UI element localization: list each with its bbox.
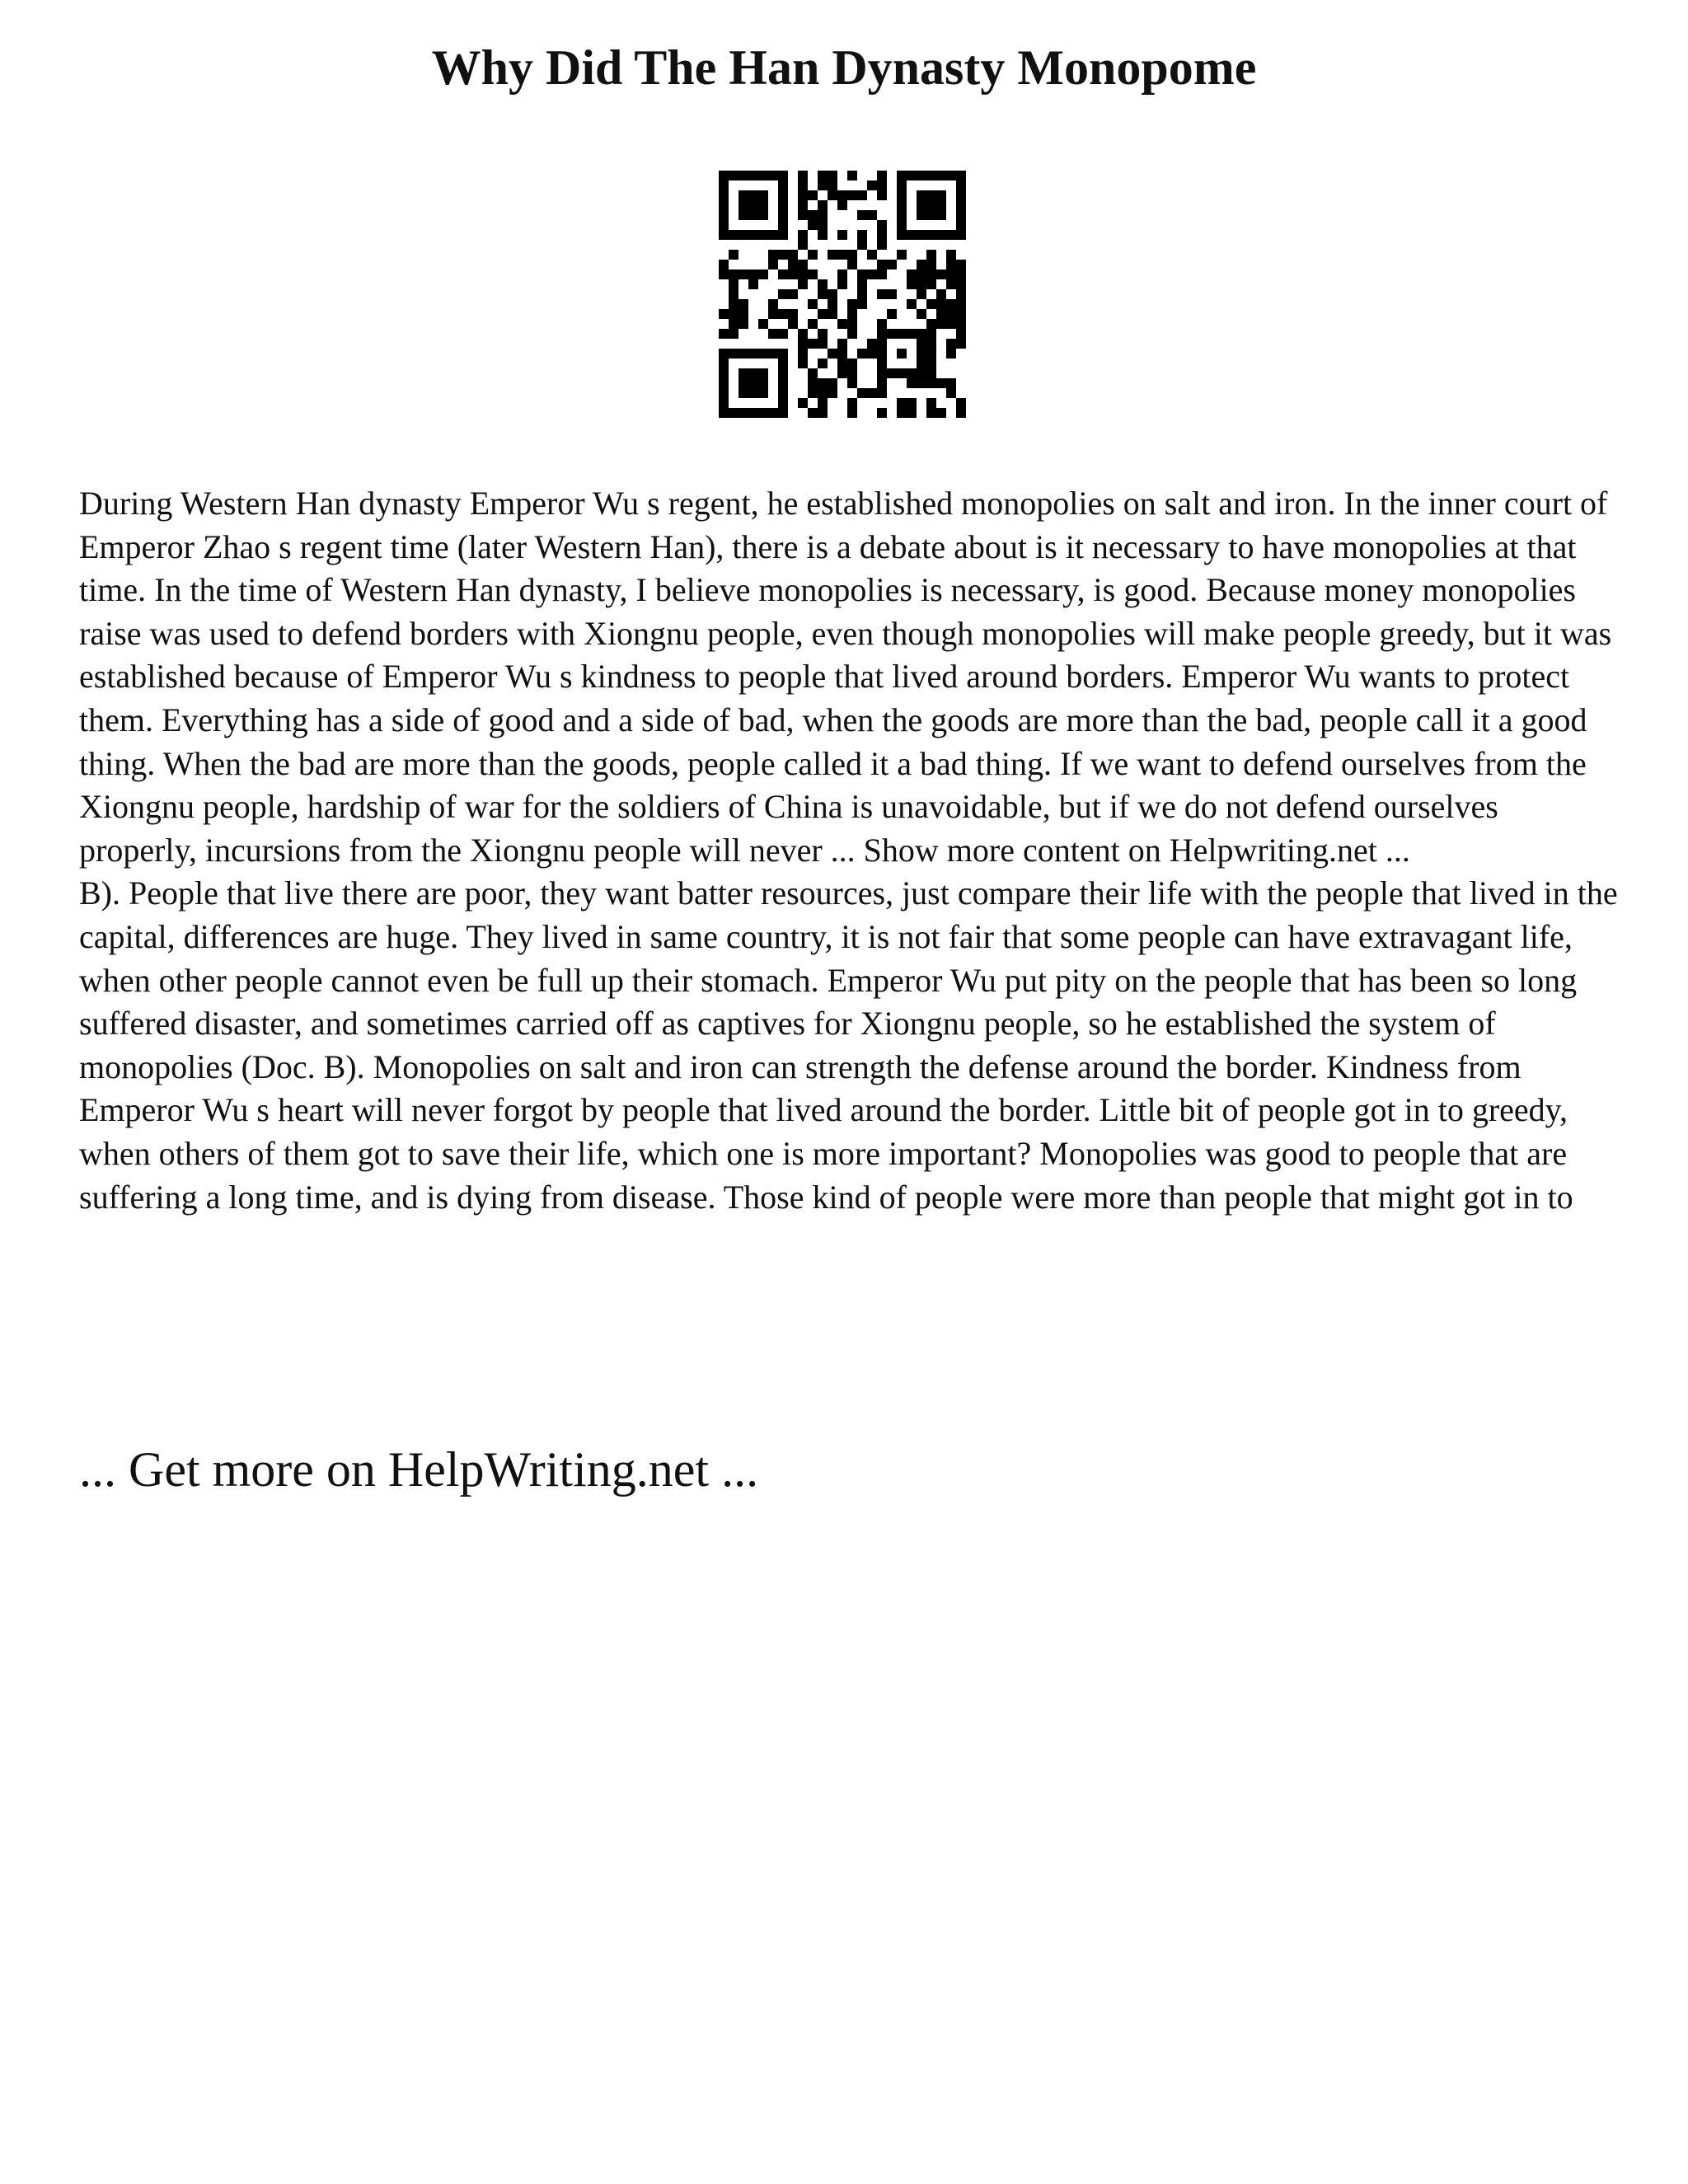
- get-more-link[interactable]: ... Get more on HelpWriting.net ...: [79, 1442, 759, 1497]
- qr-code-graphic: [719, 171, 966, 418]
- article-paragraph: B). People that live there are poor, they want batter resources, just compare their life with the people that lived in the capital, differences are huge. They lived in same country, it is not fair that some people can have extravagant life, when other people cannot even be full up their stomach. Emperor Wu put pity on the people that has been so long suffered disaster, and sometimes carried off as captives for Xiongnu people, so he established the system of monopolies (Doc. B). Monopolies on salt and iron can strength the defense around the border. Kindness from Emperor Wu s heart will never forgot by people that lived around the border. Little bit of people got in to greedy, when others of them got to save their life, which one is more important? Monopolies was good to people that are suffering a long time, and is dying from disease. Those kind of people were more than people that might got in to: [79, 874, 1618, 1216]
- article-paragraph: During Western Han dynasty Emperor Wu s regent, he established monopolies on salt and iron. In the inner court of Emperor Zhao s regent time (later Western Han), there is a debate about is it necessary to have monopolies at that time. In the time of Western Han dynasty, I believe monopolies is necessary, is good. Because money monopolies raise was used to defend borders with Xiongnu people, even though monopolies will make people greedy, but it was established because of Emperor Wu s kindness to people that lived around borders. Emperor Wu wants to protect them. Everything has a side of good and a side of bad, when the goods are more than the bad, people call it a good thing. When the bad are more than the goods, people called it a bad thing. If we want to defend ourselves from the Xiongnu people, hardship of war for the soldiers of China is unavoidable, but if we do not defend ourselves properly, incursions from the Xiongnu people will never ... Show more content on Helpwriting.net ...: [79, 485, 1612, 869]
- article-body: [79, 482, 1620, 1219]
- qr-code-icon[interactable]: [719, 171, 966, 418]
- document-title: Why Did The Han Dynasty Monopome: [431, 40, 1257, 95]
